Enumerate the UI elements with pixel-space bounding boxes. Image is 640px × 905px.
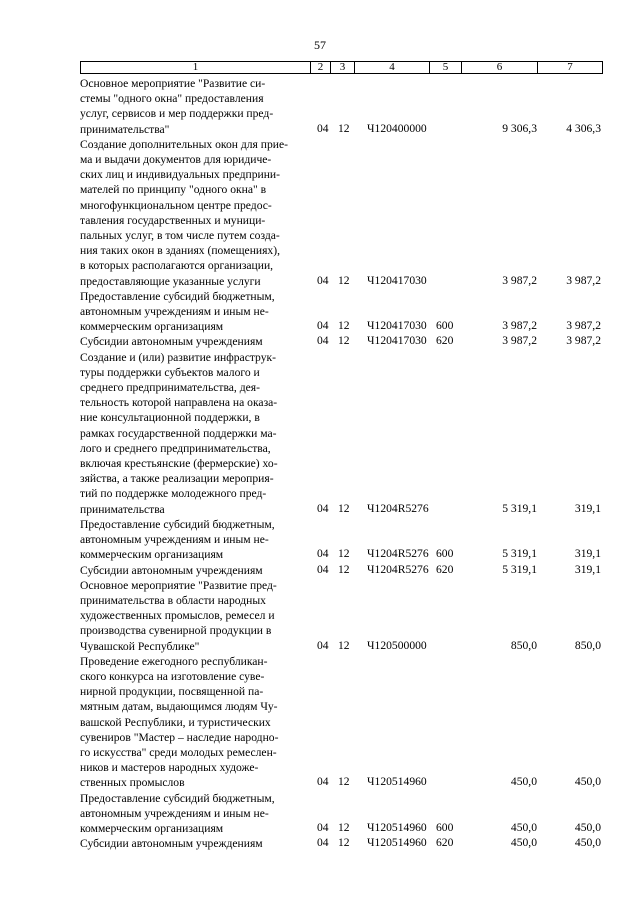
row-expense-type: 620: [436, 334, 454, 348]
header-col-2: 2: [310, 61, 331, 74]
table-row: [80, 76, 603, 137]
row-description: Создание дополнительных окон для прие- ма и выдачи документов для юридиче- ских лиц и индивидуальных предприни- мателей по принципу "одного окна" в многофункциональном центре предос- тавления государственных и муници- пальных услуг, в том числе путем созда- ния таких окон в зданиях (помещениях), в которых располагаются организации, предоставляющие указанные услуги: [80, 137, 288, 288]
row-amount-col6: 9 306,3: [502, 121, 537, 135]
row-section-code: 04: [317, 562, 329, 576]
row-subsection-code: 12: [338, 820, 350, 834]
row-amount-col6: 5 319,1: [502, 547, 537, 561]
header-col-3: 3: [330, 61, 355, 74]
table-row: [80, 334, 603, 349]
row-subsection-code: 12: [338, 562, 350, 576]
row-section-code: 04: [317, 334, 329, 348]
row-amount-col7: 3 987,2: [566, 273, 601, 287]
row-target-article: Ч1204R5276: [367, 501, 429, 515]
table-header: [80, 61, 603, 74]
row-target-article: Ч1204R5276: [367, 547, 429, 561]
row-target-article: Ч120417030: [367, 273, 427, 287]
row-description: Основное мероприятие "Развитие пред- принимательства в области народных художественных промыслов, ремесел и производства сувенирной продукции в Чувашской Республике": [80, 578, 277, 653]
row-description: Основное мероприятие "Развитие си- стемы "одного окна" предоставления услуг, сервисов и мер поддержки пред- принимательства": [80, 77, 274, 136]
row-amount-col6: 850,0: [510, 638, 537, 652]
row-section-code: 04: [317, 121, 329, 135]
row-target-article: Ч120514960: [367, 836, 427, 850]
row-description: Предоставление субсидий бюджетным, автономным учреждениям и иным не- коммерческим организациям: [80, 289, 275, 334]
row-description: Предоставление субсидий бюджетным, автономным учреждениям и иным не- коммерческим организациям: [80, 517, 275, 562]
row-section-code: 04: [317, 501, 329, 515]
row-section-code: 04: [317, 820, 329, 834]
row-amount-col7: 850,0: [574, 638, 601, 652]
row-expense-type: 620: [436, 562, 454, 576]
page-number: 57: [314, 38, 326, 52]
row-description: Субсидии автономным учреждениям: [80, 335, 263, 349]
row-description: Предоставление субсидий бюджетным, автономным учреждениям и иным не- коммерческим организациям: [80, 791, 275, 835]
header-col-4: 4: [354, 61, 430, 74]
table-row: [80, 654, 603, 791]
row-amount-col7: 4 306,3: [566, 121, 601, 135]
row-amount-col7: 319,1: [574, 562, 601, 576]
header-col-7: 7: [537, 61, 603, 74]
row-amount-col7: 450,0: [574, 820, 601, 834]
row-section-code: 04: [317, 638, 329, 652]
table-row: [80, 836, 603, 851]
row-amount-col6: 3 987,2: [502, 319, 537, 333]
row-subsection-code: 12: [338, 638, 350, 652]
row-section-code: 04: [317, 547, 329, 561]
row-subsection-code: 12: [338, 836, 350, 850]
row-subsection-code: 12: [338, 501, 350, 515]
row-subsection-code: 12: [338, 319, 350, 333]
row-amount-col7: 3 987,2: [566, 319, 601, 333]
row-subsection-code: 12: [338, 121, 350, 135]
budget-table-body: [80, 76, 603, 851]
row-amount-col6: 3 987,2: [502, 273, 537, 287]
table-row: [80, 517, 603, 563]
row-target-article: Ч120514960: [367, 775, 427, 789]
table-row: [80, 137, 603, 289]
row-subsection-code: 12: [338, 775, 350, 789]
row-target-article: Ч120417030: [367, 334, 427, 348]
header-col-6: 6: [461, 61, 538, 74]
row-amount-col6: 450,0: [510, 836, 537, 850]
row-amount-col7: 319,1: [574, 501, 601, 515]
table-row: [80, 578, 603, 654]
row-target-article: Ч120514960: [367, 820, 427, 834]
row-subsection-code: 12: [338, 547, 350, 561]
table-row: [80, 350, 603, 517]
table-row: [80, 563, 603, 578]
row-section-code: 04: [317, 836, 329, 850]
row-expense-type: 600: [436, 820, 454, 834]
row-expense-type: 600: [436, 547, 454, 561]
row-target-article: Ч120417030: [367, 319, 427, 333]
row-amount-col7: 450,0: [574, 836, 601, 850]
row-amount-col7: 450,0: [574, 775, 601, 789]
header-col-1: 1: [80, 61, 311, 74]
row-amount-col7: 319,1: [574, 547, 601, 561]
row-amount-col6: 450,0: [510, 820, 537, 834]
row-expense-type: 600: [436, 319, 454, 333]
table-row: [80, 791, 603, 837]
row-description: Проведение ежегодного республикан- ского конкурса на изготовление суве- нирной продукции, посвященной па- мятным датам, выдающимся людям Чу- вашской Республики, и туристических сувениров "Мастер – наследие народно- го искусства" среди молодых ремеслен- ников и мастеров народных художе- ственных промыслов: [80, 654, 279, 790]
row-amount-col6: 5 319,1: [502, 562, 537, 576]
row-section-code: 04: [317, 775, 329, 789]
row-expense-type: 620: [436, 836, 454, 850]
row-target-article: Ч120400000: [367, 121, 427, 135]
row-subsection-code: 12: [338, 334, 350, 348]
row-description: Субсидии автономным учреждениям: [80, 837, 263, 851]
table-row: [80, 289, 603, 335]
row-amount-col7: 3 987,2: [566, 334, 601, 348]
row-amount-col6: 5 319,1: [502, 501, 537, 515]
row-amount-col6: 3 987,2: [502, 334, 537, 348]
row-target-article: Ч1204R5276: [367, 562, 429, 576]
row-description: Создание и (или) развитие инфраструк- туры поддержки субъектов малого и среднего предпринимательства, дея- тельность которой направлена на оказа- ние консультационной поддержки, в рамках государственной поддержки ма- лого и среднего предпринимательства, включая крестьянские (фермерские) хо- зяйства, а также реализации мероприя- тий по поддержке молодежного пред- принимательства: [80, 350, 278, 516]
row-section-code: 04: [317, 273, 329, 287]
header-col-5: 5: [429, 61, 462, 74]
row-subsection-code: 12: [338, 273, 350, 287]
row-description: Субсидии автономным учреждениям: [80, 563, 263, 577]
row-section-code: 04: [317, 319, 329, 333]
row-target-article: Ч120500000: [367, 638, 427, 652]
row-amount-col6: 450,0: [510, 775, 537, 789]
